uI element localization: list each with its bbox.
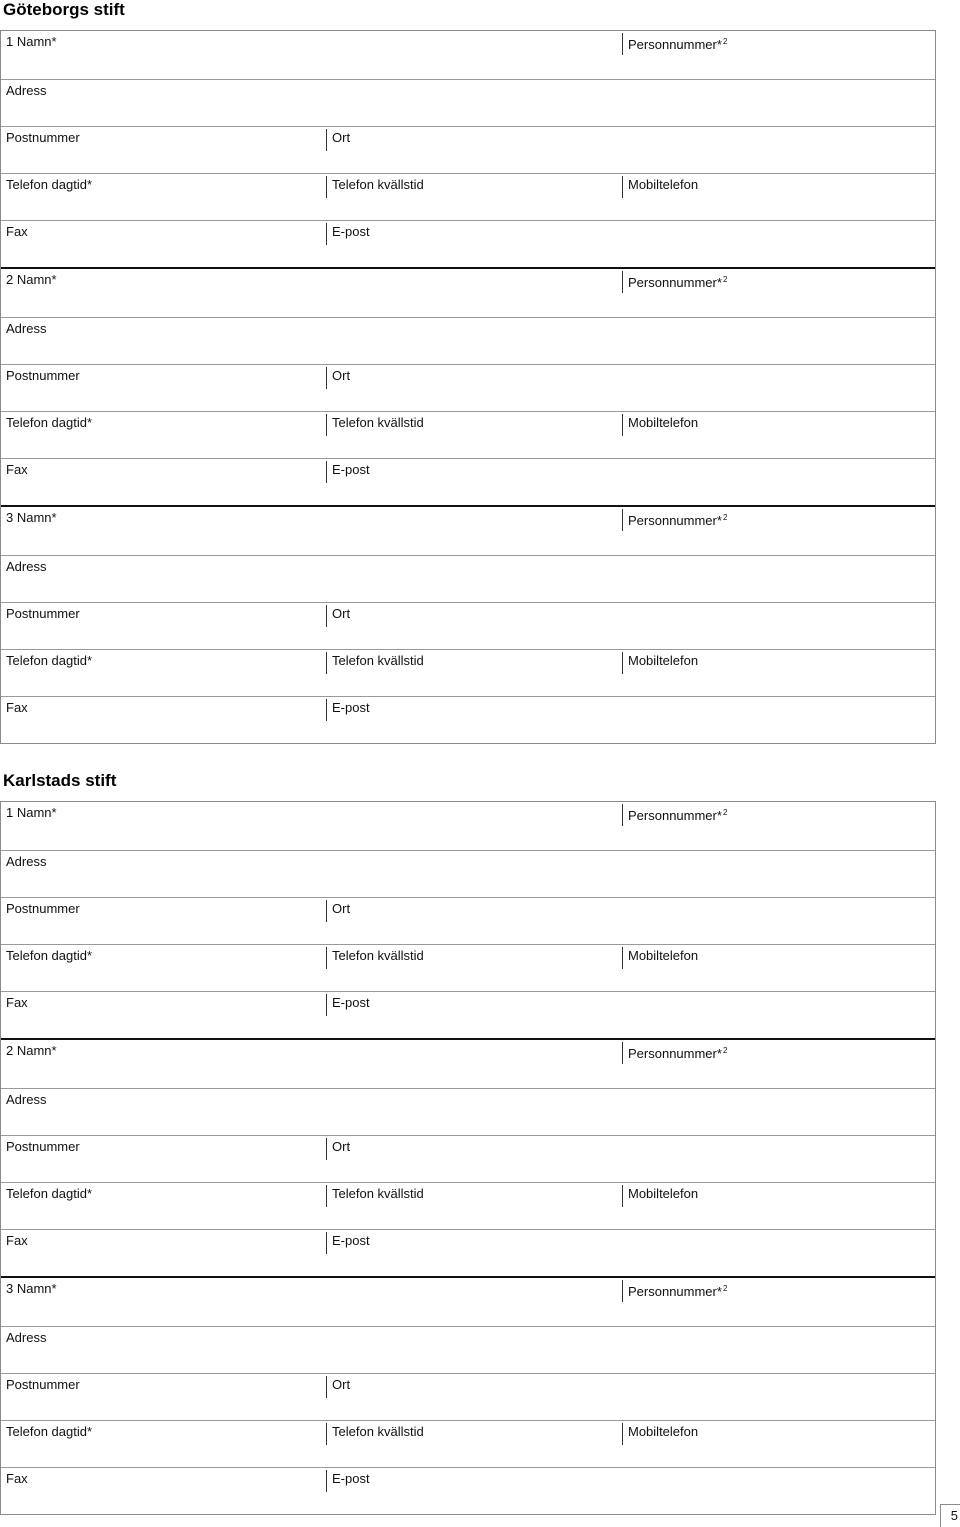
form-karlstad bbox=[0, 801, 936, 1515]
fax-label: Fax bbox=[6, 1233, 28, 1248]
fax-label: Fax bbox=[6, 700, 28, 715]
fax-row[interactable] bbox=[1, 1467, 935, 1514]
name-label: 2 Namn* bbox=[6, 1043, 57, 1058]
personnummer-label: Personnummer*$^2$ bbox=[622, 1280, 727, 1302]
mobile-label: Mobiltelefon bbox=[622, 176, 698, 198]
address-label: Adress bbox=[6, 1092, 47, 1107]
ort-label: Ort bbox=[326, 900, 350, 922]
person-block-1 bbox=[1, 31, 935, 267]
phone-evening-label: Telefon kvällstid bbox=[326, 1423, 424, 1445]
mobile-label: Mobiltelefon bbox=[622, 414, 698, 436]
personnummer-label: Personnummer*$^2$ bbox=[622, 509, 727, 531]
section-title-karlstad: Karlstads stift bbox=[3, 771, 117, 790]
address-label: Adress bbox=[6, 83, 47, 98]
phone-day-label: Telefon dagtid* bbox=[6, 653, 93, 668]
ort-label: Ort bbox=[326, 129, 350, 151]
fax-row[interactable] bbox=[1, 696, 935, 743]
phone-row[interactable] bbox=[1, 944, 935, 991]
address-label: Adress bbox=[6, 559, 47, 574]
postnummer-label: Postnummer bbox=[6, 606, 80, 621]
name-row[interactable] bbox=[1, 269, 935, 317]
name-label: 3 Namn* bbox=[6, 1281, 57, 1296]
postal-row[interactable] bbox=[1, 1373, 935, 1420]
phone-evening-label: Telefon kvällstid bbox=[326, 176, 424, 198]
postal-row[interactable] bbox=[1, 602, 935, 649]
address-row[interactable] bbox=[1, 317, 935, 364]
address-row[interactable] bbox=[1, 850, 935, 897]
email-label: E-post bbox=[326, 994, 370, 1016]
fax-label: Fax bbox=[6, 995, 28, 1010]
address-label: Adress bbox=[6, 854, 47, 869]
person-block-3 bbox=[1, 1276, 935, 1514]
mobile-label: Mobiltelefon bbox=[622, 1185, 698, 1207]
name-label: 3 Namn* bbox=[6, 510, 57, 525]
phone-evening-label: Telefon kvällstid bbox=[326, 414, 424, 436]
personnummer-label: Personnummer*$^2$ bbox=[622, 33, 727, 55]
postnummer-label: Postnummer bbox=[6, 1139, 80, 1154]
personnummer-label: Personnummer*$^2$ bbox=[622, 1042, 727, 1064]
email-label: E-post bbox=[326, 1470, 370, 1492]
phone-row[interactable] bbox=[1, 173, 935, 220]
name-label: 1 Namn* bbox=[6, 34, 57, 49]
address-label: Adress bbox=[6, 1330, 47, 1345]
address-row[interactable] bbox=[1, 79, 935, 126]
postal-row[interactable] bbox=[1, 126, 935, 173]
mobile-label: Mobiltelefon bbox=[622, 1423, 698, 1445]
address-row[interactable] bbox=[1, 555, 935, 602]
email-label: E-post bbox=[326, 461, 370, 483]
person-block-1 bbox=[1, 802, 935, 1038]
name-row[interactable] bbox=[1, 1040, 935, 1088]
phone-day-label: Telefon dagtid* bbox=[6, 948, 93, 963]
phone-evening-label: Telefon kvällstid bbox=[326, 652, 424, 674]
email-label: E-post bbox=[326, 223, 370, 245]
personnummer-label: Personnummer*$^2$ bbox=[622, 804, 727, 826]
postal-row[interactable] bbox=[1, 364, 935, 411]
address-row[interactable] bbox=[1, 1326, 935, 1373]
fax-label: Fax bbox=[6, 462, 28, 477]
fax-label: Fax bbox=[6, 1471, 28, 1486]
person-block-3 bbox=[1, 505, 935, 743]
postnummer-label: Postnummer bbox=[6, 368, 80, 383]
postnummer-label: Postnummer bbox=[6, 130, 80, 145]
fax-row[interactable] bbox=[1, 220, 935, 267]
postnummer-label: Postnummer bbox=[6, 901, 80, 916]
person-block-2 bbox=[1, 267, 935, 505]
person-block-2 bbox=[1, 1038, 935, 1276]
ort-label: Ort bbox=[326, 1376, 350, 1398]
ort-label: Ort bbox=[326, 605, 350, 627]
form-goteborg bbox=[0, 30, 936, 744]
phone-row[interactable] bbox=[1, 649, 935, 696]
phone-day-label: Telefon dagtid* bbox=[6, 415, 93, 430]
phone-day-label: Telefon dagtid* bbox=[6, 177, 93, 192]
phone-evening-label: Telefon kvällstid bbox=[326, 1185, 424, 1207]
phone-evening-label: Telefon kvällstid bbox=[326, 947, 424, 969]
phone-row[interactable] bbox=[1, 411, 935, 458]
email-label: E-post bbox=[326, 1232, 370, 1254]
personnummer-label: Personnummer*$^2$ bbox=[622, 271, 727, 293]
page-number: 5 bbox=[940, 1504, 960, 1527]
fax-row[interactable] bbox=[1, 458, 935, 505]
name-row[interactable] bbox=[1, 802, 935, 850]
phone-day-label: Telefon dagtid* bbox=[6, 1186, 93, 1201]
address-row[interactable] bbox=[1, 1088, 935, 1135]
name-row[interactable] bbox=[1, 507, 935, 555]
mobile-label: Mobiltelefon bbox=[622, 652, 698, 674]
phone-row[interactable] bbox=[1, 1420, 935, 1467]
name-label: 1 Namn* bbox=[6, 805, 57, 820]
section-title-goteborg: Göteborgs stift bbox=[3, 0, 125, 19]
ort-label: Ort bbox=[326, 367, 350, 389]
phone-day-label: Telefon dagtid* bbox=[6, 1424, 93, 1439]
fax-row[interactable] bbox=[1, 1229, 935, 1276]
ort-label: Ort bbox=[326, 1138, 350, 1160]
mobile-label: Mobiltelefon bbox=[622, 947, 698, 969]
fax-row[interactable] bbox=[1, 991, 935, 1038]
email-label: E-post bbox=[326, 699, 370, 721]
postal-row[interactable] bbox=[1, 1135, 935, 1182]
postnummer-label: Postnummer bbox=[6, 1377, 80, 1392]
postal-row[interactable] bbox=[1, 897, 935, 944]
name-label: 2 Namn* bbox=[6, 272, 57, 287]
address-label: Adress bbox=[6, 321, 47, 336]
phone-row[interactable] bbox=[1, 1182, 935, 1229]
name-row[interactable] bbox=[1, 31, 935, 79]
fax-label: Fax bbox=[6, 224, 28, 239]
name-row[interactable] bbox=[1, 1278, 935, 1326]
